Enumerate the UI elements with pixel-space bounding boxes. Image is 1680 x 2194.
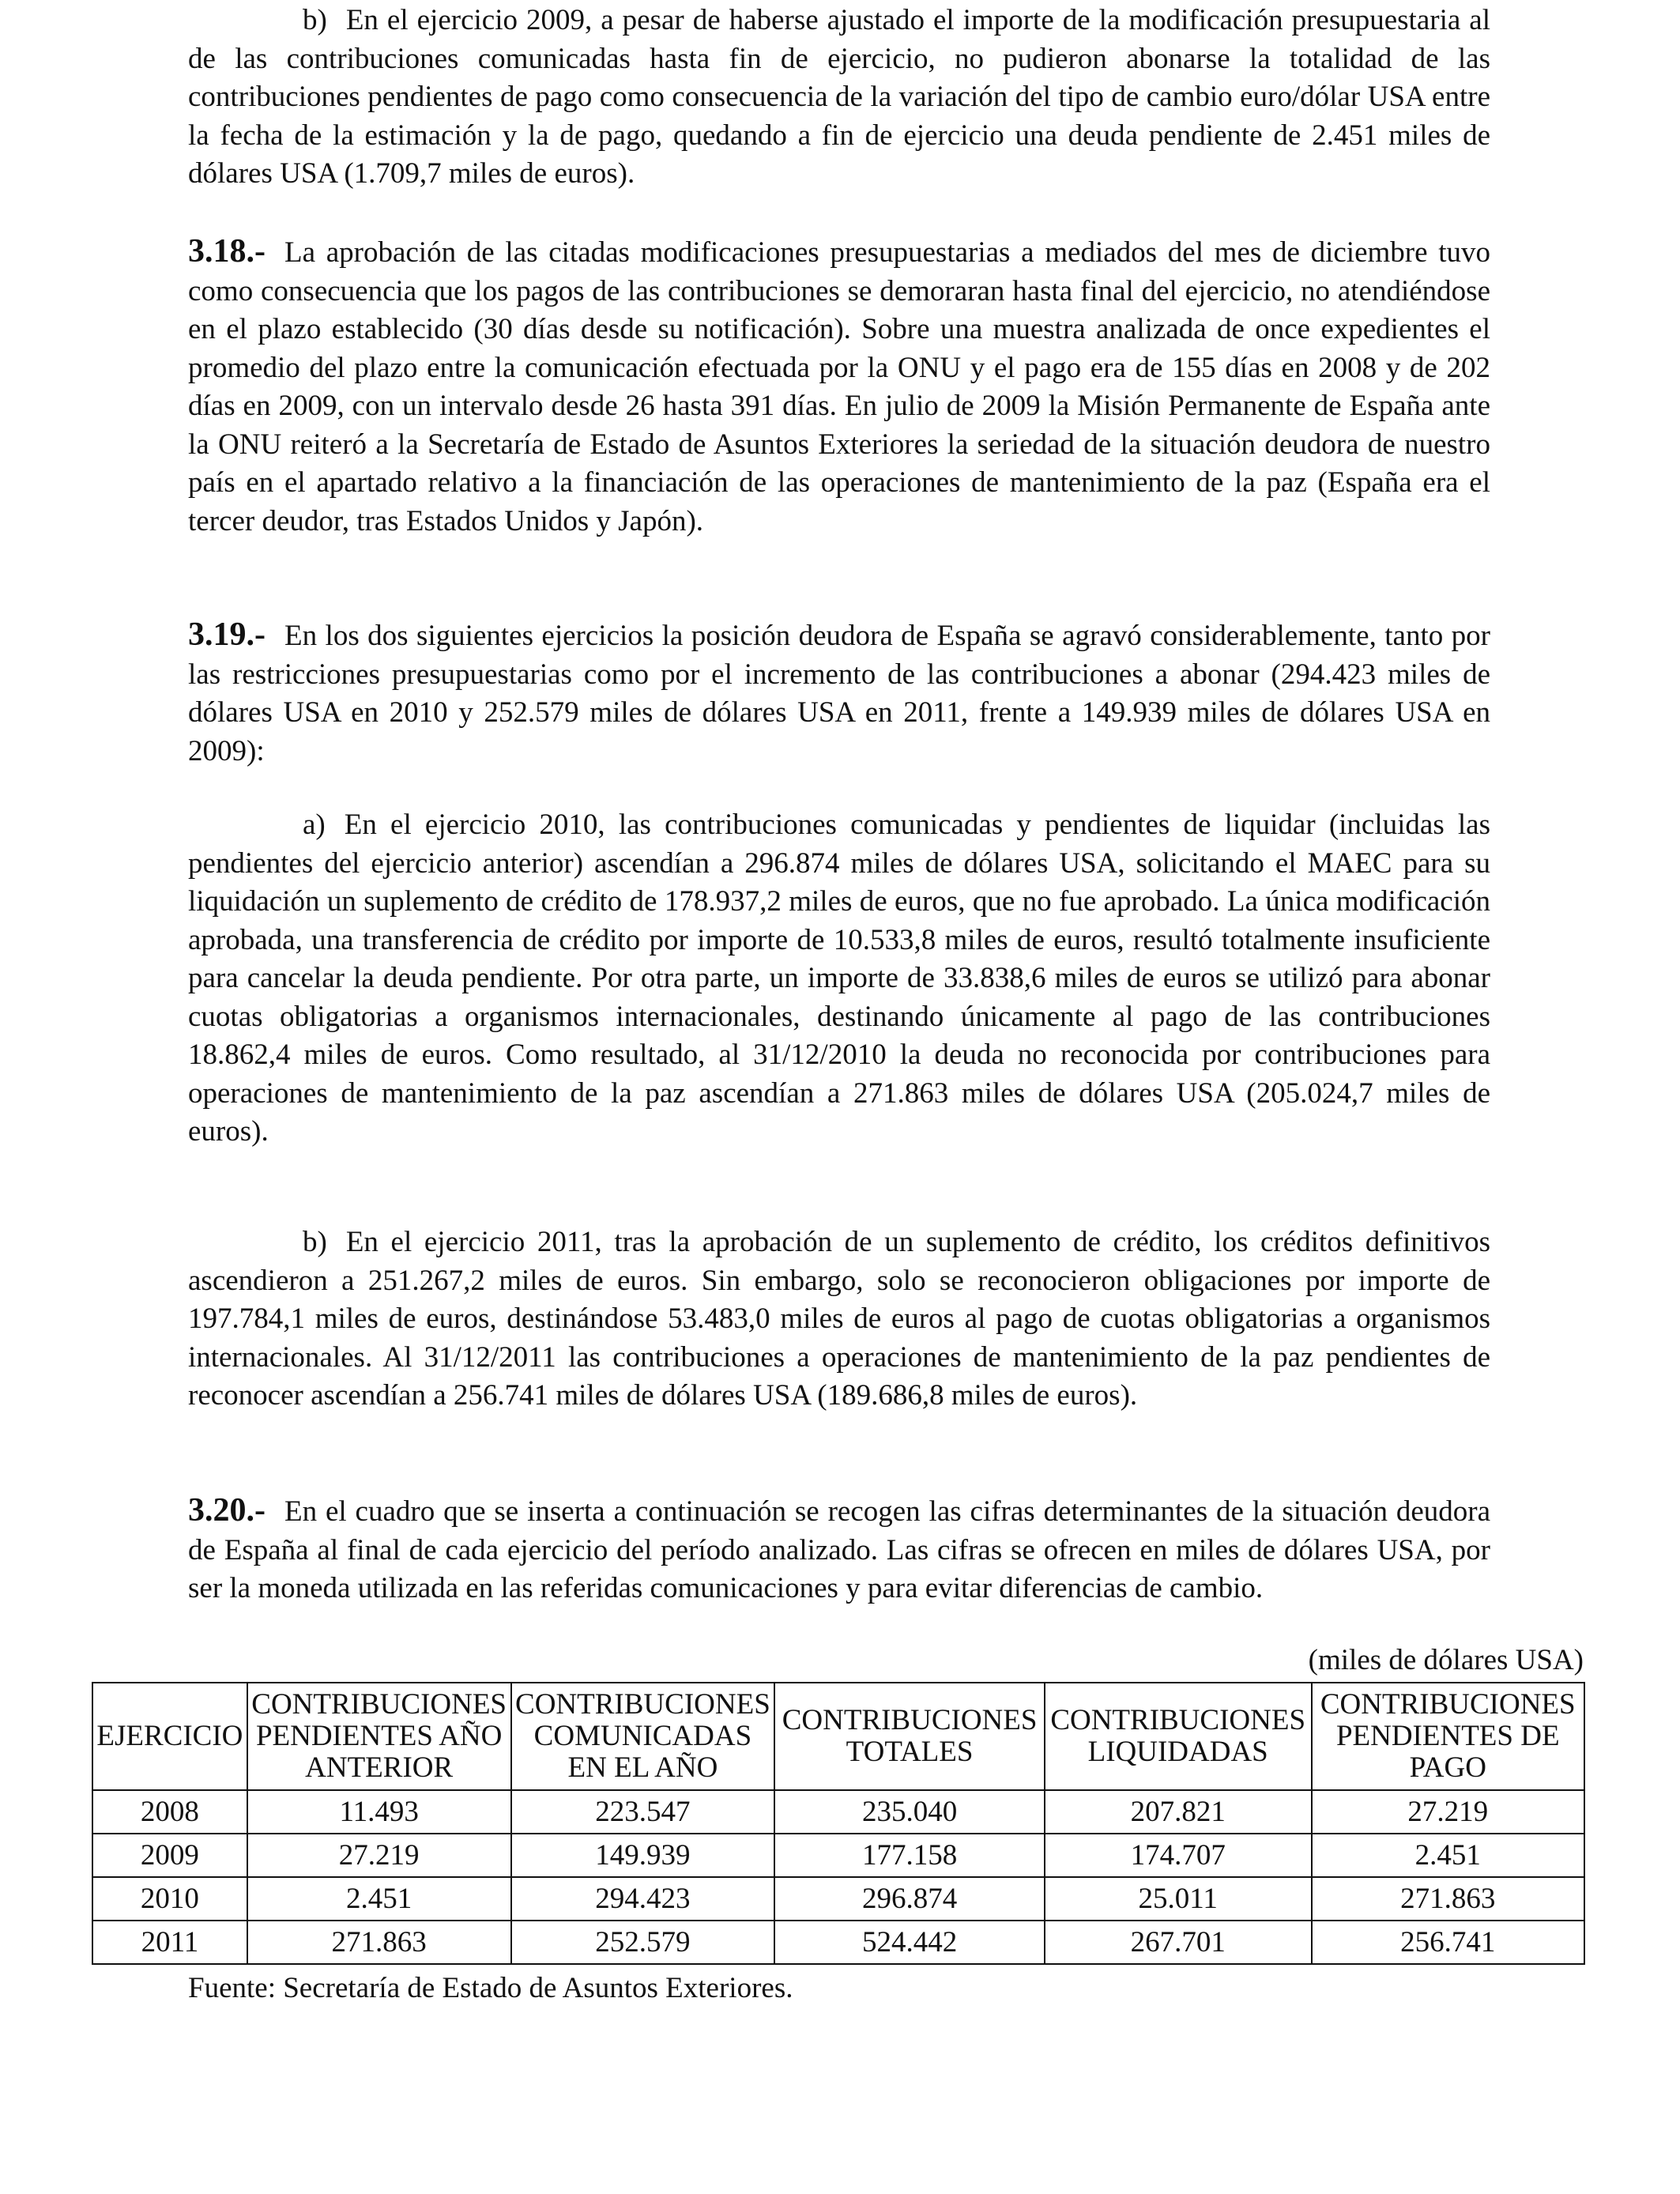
cell-value: 252.579 bbox=[511, 1921, 775, 1964]
table-row bbox=[92, 1921, 1584, 1964]
list-marker: b) bbox=[303, 4, 327, 36]
table-unit-label: (miles de dólares USA) bbox=[1308, 1644, 1584, 1676]
list-marker: b) bbox=[303, 1226, 327, 1258]
table-row bbox=[92, 1790, 1584, 1834]
debt-table bbox=[92, 1682, 1585, 1965]
table-header-row bbox=[92, 1683, 1584, 1790]
table-row bbox=[92, 1834, 1584, 1877]
cell-value: 174.707 bbox=[1045, 1834, 1312, 1877]
section-number: 3.18.- bbox=[188, 233, 266, 270]
paragraph-text: En el ejercicio 2011, tras la aprobación de un suplemento de crédito, los créditos definitivos ascendieron a 251.267,2 miles de euros. Sin embargo, solo se reconocieron obligaciones por importe de 197.784,1 miles de euros, destinándose 53.483,0 miles de euros al pago de cuotas obligatorias a organismos internacionales. Al 31/12/2011 las contribuciones a operaciones de mantenimiento de la paz pendientes de reconocer ascendían a 256.741 miles de dólares USA (189.686,8 miles de euros). bbox=[188, 1226, 1490, 1412]
paragraph-text: En el ejercicio 2010, las contribuciones comunicadas y pendientes de liquidar (incluidas las pendientes del ejercicio anterior) ascendían a 296.874 miles de dólares USA, solicitando el MAEC para su liquidación un suplemento de crédito de 178.937,2 miles de euros, que no fue aprobado. La única modificación aprobada, una transferencia de crédito por importe de 10.533,8 miles de euros, resultó totalmente insuficiente para cancelar la deuda pendiente. Por otra parte, un importe de 33.838,6 miles de euros se utilizó para abonar cuotas obligatorias a organismos internacionales, destinando únicamente al pago de las contribuciones 18.862,4 miles de euros. Como resultado, al 31/12/2010 la deuda no reconocida por contribuciones para operaciones de mantenimiento de la paz ascendían a 271.863 miles de dólares USA (205.024,7 miles de euros). bbox=[188, 809, 1490, 1148]
cell-value: 271.863 bbox=[247, 1921, 511, 1964]
cell-year: 2010 bbox=[92, 1877, 247, 1921]
cell-value: 149.939 bbox=[511, 1834, 775, 1877]
cell-value: 296.874 bbox=[774, 1877, 1045, 1921]
cell-value: 2.451 bbox=[1312, 1834, 1584, 1877]
table-source-note: Fuente: Secretaría de Estado de Asuntos Exteriores. bbox=[188, 1972, 793, 2004]
cell-value: 11.493 bbox=[247, 1790, 511, 1834]
cell-year: 2011 bbox=[92, 1921, 247, 1964]
header-totales: CONTRIBUCIONES TOTALES bbox=[774, 1683, 1045, 1790]
paragraph-2009-debt bbox=[188, 2, 1490, 194]
cell-value: 27.219 bbox=[1312, 1790, 1584, 1834]
cell-value: 177.158 bbox=[774, 1834, 1045, 1877]
cell-value: 271.863 bbox=[1312, 1877, 1584, 1921]
table-row bbox=[92, 1877, 1584, 1921]
header-liquidadas: CONTRIBUCIONES LIQUIDADAS bbox=[1045, 1683, 1312, 1790]
cell-value: 223.547 bbox=[511, 1790, 775, 1834]
cell-value: 256.741 bbox=[1312, 1921, 1584, 1964]
list-marker: a) bbox=[303, 809, 326, 841]
cell-value: 235.040 bbox=[774, 1790, 1045, 1834]
cell-value: 524.442 bbox=[774, 1921, 1045, 1964]
cell-value: 25.011 bbox=[1045, 1877, 1312, 1921]
section-number: 3.19.- bbox=[188, 616, 266, 653]
section-3-20 bbox=[188, 1491, 1490, 1608]
header-pendientes-pago: CONTRIBUCIONES PENDIENTES DE PAGO bbox=[1312, 1683, 1584, 1790]
section-number: 3.20.- bbox=[188, 1492, 266, 1529]
paragraph-text: En el ejercicio 2009, a pesar de haberse ajustado el importe de la modificación presupuestaria al de las contribuciones comunicadas hasta fin de ejercicio, no pudieron abonarse la totalidad de las contribuciones pendientes de pago como consecuencia de la variación del tipo de cambio euro/dólar USA entre la fecha de la estimación y la de pago, quedando a fin de ejercicio una deuda pendiente de 2.451 miles de dólares USA (1.709,7 miles de euros). bbox=[188, 4, 1490, 190]
paragraph-text: En los dos siguientes ejercicios la posición deudora de España se agravó considerablemente, tanto por las restricciones presupuestarias como por el incremento de las contribuciones a abonar (294.423 miles de dólares USA en 2010 y 252.579 miles de dólares USA en 2011, frente a 149.939 miles de dólares USA en 2009): bbox=[188, 620, 1490, 767]
cell-value: 294.423 bbox=[511, 1877, 775, 1921]
paragraph-2011-debt bbox=[188, 1223, 1490, 1416]
header-ejercicio: EJERCICIO bbox=[92, 1683, 247, 1790]
paragraph-text: La aprobación de las citadas modificaciones presupuestarias a mediados del mes de diciembre tuvo como consecuencia que los pagos de las contribuciones se demoraran hasta final del ejercicio, no atendiéndose en el plazo establecido (30 días desde su notificación). Sobre una muestra analizada de once expedientes el promedio del plazo entre la comunicación efectuada por la ONU y el pago era de 155 días en 2008 y de 202 días en 2009, con un intervalo desde 26 hasta 391 días. En julio de 2009 la Misión Permanente de España ante la ONU reiteró a la Secretaría de Estado de Asuntos Exteriores la seriedad de la situación deudora de nuestro país en el apartado relativo a la financiación de las operaciones de mantenimiento de la paz (España era el tercer deudor, tras Estados Unidos y Japón). bbox=[188, 236, 1490, 537]
cell-year: 2008 bbox=[92, 1790, 247, 1834]
header-comunicadas: CONTRIBUCIONES COMUNICADAS EN EL AÑO bbox=[511, 1683, 775, 1790]
section-3-19 bbox=[188, 616, 1490, 771]
paragraph-2010-debt bbox=[188, 806, 1490, 1152]
cell-value: 27.219 bbox=[247, 1834, 511, 1877]
cell-value: 267.701 bbox=[1045, 1921, 1312, 1964]
cell-value: 2.451 bbox=[247, 1877, 511, 1921]
cell-year: 2009 bbox=[92, 1834, 247, 1877]
paragraph-text: En el cuadro que se inserta a continuación se recogen las cifras determinantes de la situación deudora de España al final de cada ejercicio del período analizado. Las cifras se ofrecen en miles de dólares USA, por ser la moneda utilizada en las referidas comunicaciones y para evitar diferencias de cambio. bbox=[188, 1495, 1490, 1604]
header-pendientes-anterior: CONTRIBUCIONES PENDIENTES AÑO ANTERIOR bbox=[247, 1683, 511, 1790]
section-3-18 bbox=[188, 232, 1490, 541]
cell-value: 207.821 bbox=[1045, 1790, 1312, 1834]
